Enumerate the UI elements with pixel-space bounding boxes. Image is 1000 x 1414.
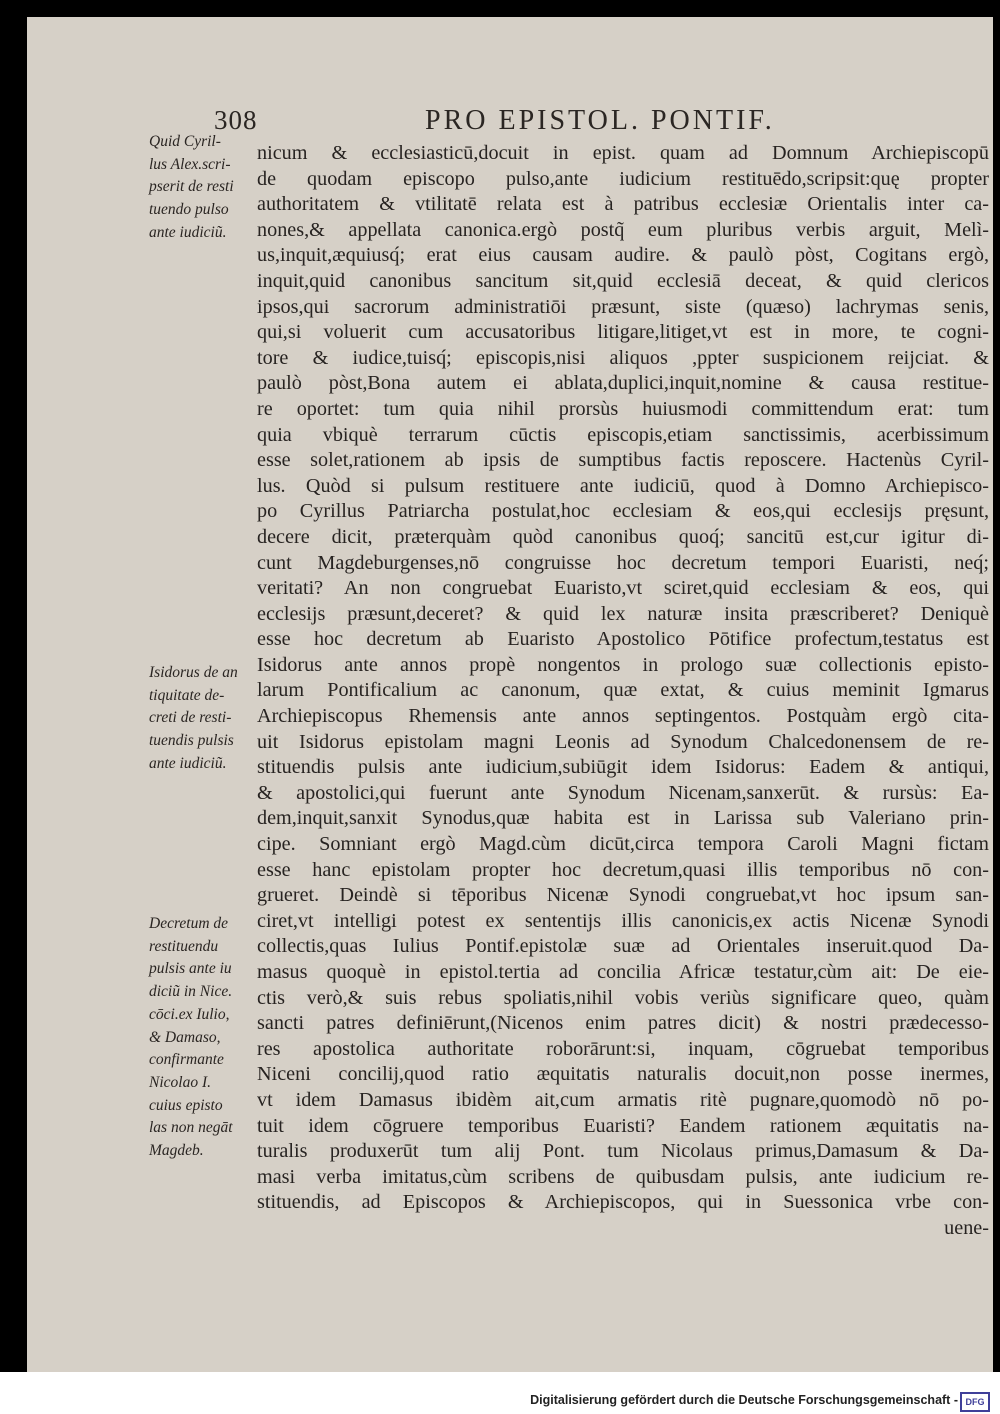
text-line: veritati? An non congruebat Euaristo,vt sciret,quid ecclesiam & eos, qui [257,577,989,600]
text-line: Archiepiscopus Rhemensis ante annos septingentos. Postquàm ergò cita- [257,705,989,728]
text-line: lus. Quòd si pulsum restituere ante iudiciū, quod à Domno Archiepisco- [257,474,989,497]
text-line: cunt Magdeburgenses,nō congruisse hoc decretum tempori Euaristi, neq́; [257,551,989,574]
margin-line: ante iudiciũ. [149,754,227,772]
text-line: ecclesijs præsunt,deceret? & quid lex naturæ insita præscriberet? Deniquè [257,602,989,625]
margin-line: Isidorus de an [149,664,238,681]
text-line: dem,inquit,sanxit Synodus,quæ habita est in Larissa sub Valeriano prin- [257,807,989,830]
text-line: larum Pontificalium ac canonum, quæ extat, & cuius meminit Igmarus [257,679,989,702]
margin-note-cyrillus [149,131,259,245]
text-line: nones,& appellata canonica.ergò postq̃ eum pluribus verbis arguit, Melì- [257,218,989,241]
text-line: uene- [944,1216,989,1239]
text-line: stituendis pulsis ante iudicium,subiūgit idem Isidorus: Eadem & antiqui, [257,756,989,779]
margin-line: diciũ in Nice. [149,983,233,1001]
margin-line: las non negāt [149,1119,233,1137]
text-line: stituendis, ad Episcopos & Archiepiscopos, qui in Suessonica vrbe con- [257,1191,989,1214]
page-number: 308 [214,105,258,135]
margin-line: creti de resti- [149,709,232,727]
text-line: Niceni concilij,quod ratio æquitatis naturalis docuit,non posse inermes, [257,1063,989,1086]
text-line: turalis produxerūt tum alij Pont. tum Nicolaus primus,Damasum & Da- [257,1140,989,1163]
text-line: vt idem Damasus ibidèm ait,cum armatis ritè pugnare,quomodò nō po- [257,1088,989,1111]
footer-bar [0,1372,1000,1414]
text-line: authoritatem & vtilitatē relata est à patribus ecclesiæ Orientalis inter ca- [257,193,989,216]
dfg-logo-icon: DFG [960,1392,990,1412]
text-line: esse hanc epistolam propter hoc decretum,quasi illis temporibus nō con- [257,858,989,881]
margin-line: pulsis ante iu [149,960,232,978]
margin-line: pserit de resti [149,178,234,196]
text-line: masus quoquè in epistol.tertia ad concilia Africæ testatur,cùm ait: De eie- [257,961,989,983]
text-line: & apostolici,qui fuerunt ante Synodum Nicenam,sanxerūt. & rursùs: Ea- [257,781,989,804]
margin-note-decretum [149,913,259,1163]
margin-line: cuius episto [149,1096,223,1114]
text-line: esse solet,rationem ab ipsis de sumptibus factis reposcere. Hactenùs Cyril- [257,449,989,472]
text-line: us,inquit,æquiusq́; erat eius causam audire. & paulò pòst, Cogitans ergò, [257,244,989,267]
margin-line: tuendo pulso [149,201,229,219]
margin-line: cōci.ex Iulio, [149,1005,230,1023]
scanned-page [27,17,993,1372]
margin-note-isidorus [149,662,259,776]
text-line: ctis verò,& suis rebus spoliatis,nihil vobis veriùs significare queo, quàm [257,986,989,1009]
margin-line: Nicolao I. [149,1073,211,1091]
margin-line: confirmante [149,1051,224,1069]
text-line: po Cyrillus Patriarcha postulat,hoc ecclesiam & eos,qui ecclesijs pręsunt, [257,500,989,523]
text-line: cipe. Somniant ergò Magd.cùm dicūt,circa tempora Caroli Magni fictam [257,833,989,856]
text-line: nicum & ecclesiasticū,docuit in epist. quam ad Domnum Archiepiscopū [257,142,989,164]
text-line: decere dicit, præterquàm quòd canonibus quoq́; sancitū est,cur igitur di- [257,525,989,548]
text-line: tore & iudice,tuisq́; episcopis,nisi aliquos ,ppter suspicionem reijciat. & [257,346,989,369]
text-line: paulò pòst,Bona autem ei ablata,duplici,inquit,nomine & causa restitue- [257,372,989,395]
margin-line: ante iudiciũ. [149,223,227,241]
text-line: de quodam episcopo pulso,ante iudicium restituēdo,scripsit:quę propter [257,167,989,190]
digitization-credit: Digitalisierung gefördert durch die Deutsche Forschungsgemeinschaft - [530,1393,958,1407]
margin-line: Decretum de [149,915,229,932]
margin-line: restituendu [149,937,219,955]
text-line: esse hoc decretum ab Euaristo Apostolico Pōtifice profectum,testatus est [257,628,989,651]
text-line: masi verba imitatus,cùm scribens de quibusdam pulsis, ante iudicium re- [257,1165,989,1188]
text-line: inquit,quid canonibus sancitum sit,quid ecclesiā deceat, & quid clericos [257,269,989,292]
text-line: quia vbiquè terrarum cūctis episcopis,etiam sanctissimis, acerbissimum [257,423,989,446]
text-line: res apostolica authoritate roborārunt:si, inquam, cōgruebat temporibus [257,1037,989,1060]
body-text [257,141,989,1242]
text-line: uit Isidorus epistolam magni Leonis ad Synodum Chalcedonensem de re- [257,730,989,753]
margin-line: lus Alex.scri- [149,155,231,173]
text-line: Isidorus ante annos propè nongentos in prologo suæ collectionis episto- [257,653,989,676]
text-line: ciret,vt intelligi potest ex sententijs illis canonicis,ex actis Nicenæ Synodi [257,909,989,932]
margin-line: tiquitate de- [149,686,225,704]
text-line: qui,si voluerit cum accusatoribus litigare,litiget,vt est in more, te cogni- [257,321,989,344]
text-line: collectis,quas Iulius Pontif.epistolæ suæ ad Orientales inseruit.quod Da- [257,935,989,958]
text-line: grueret. Deindè si tēporibus Nicenæ Synodi congruebat,vt hoc ipsum san- [257,884,989,907]
margin-line: & Damaso, [149,1028,221,1046]
text-line: sancti patres definiērunt,(Nicenos enim patres dicit) & nostri prædecesso- [257,1012,989,1035]
text-line: re oportet: tum quia nihil prorsùs huiusmodi committendum erat: tum [257,397,989,420]
margin-line: tuendis pulsis [149,732,234,750]
running-head: PRO EPISTOL. PONTIF. [425,105,775,136]
text-line: ipsos,qui sacrorum administratiōi præsunt, siste (quæso) lachrymas senis, [257,295,989,318]
margin-line: Magdeb. [149,1142,204,1160]
margin-line: Quid Cyril- [149,133,221,150]
text-line: tuit idem cōgruere temporibus Euaristi? Eandem rationem æquitatis na- [257,1114,989,1137]
